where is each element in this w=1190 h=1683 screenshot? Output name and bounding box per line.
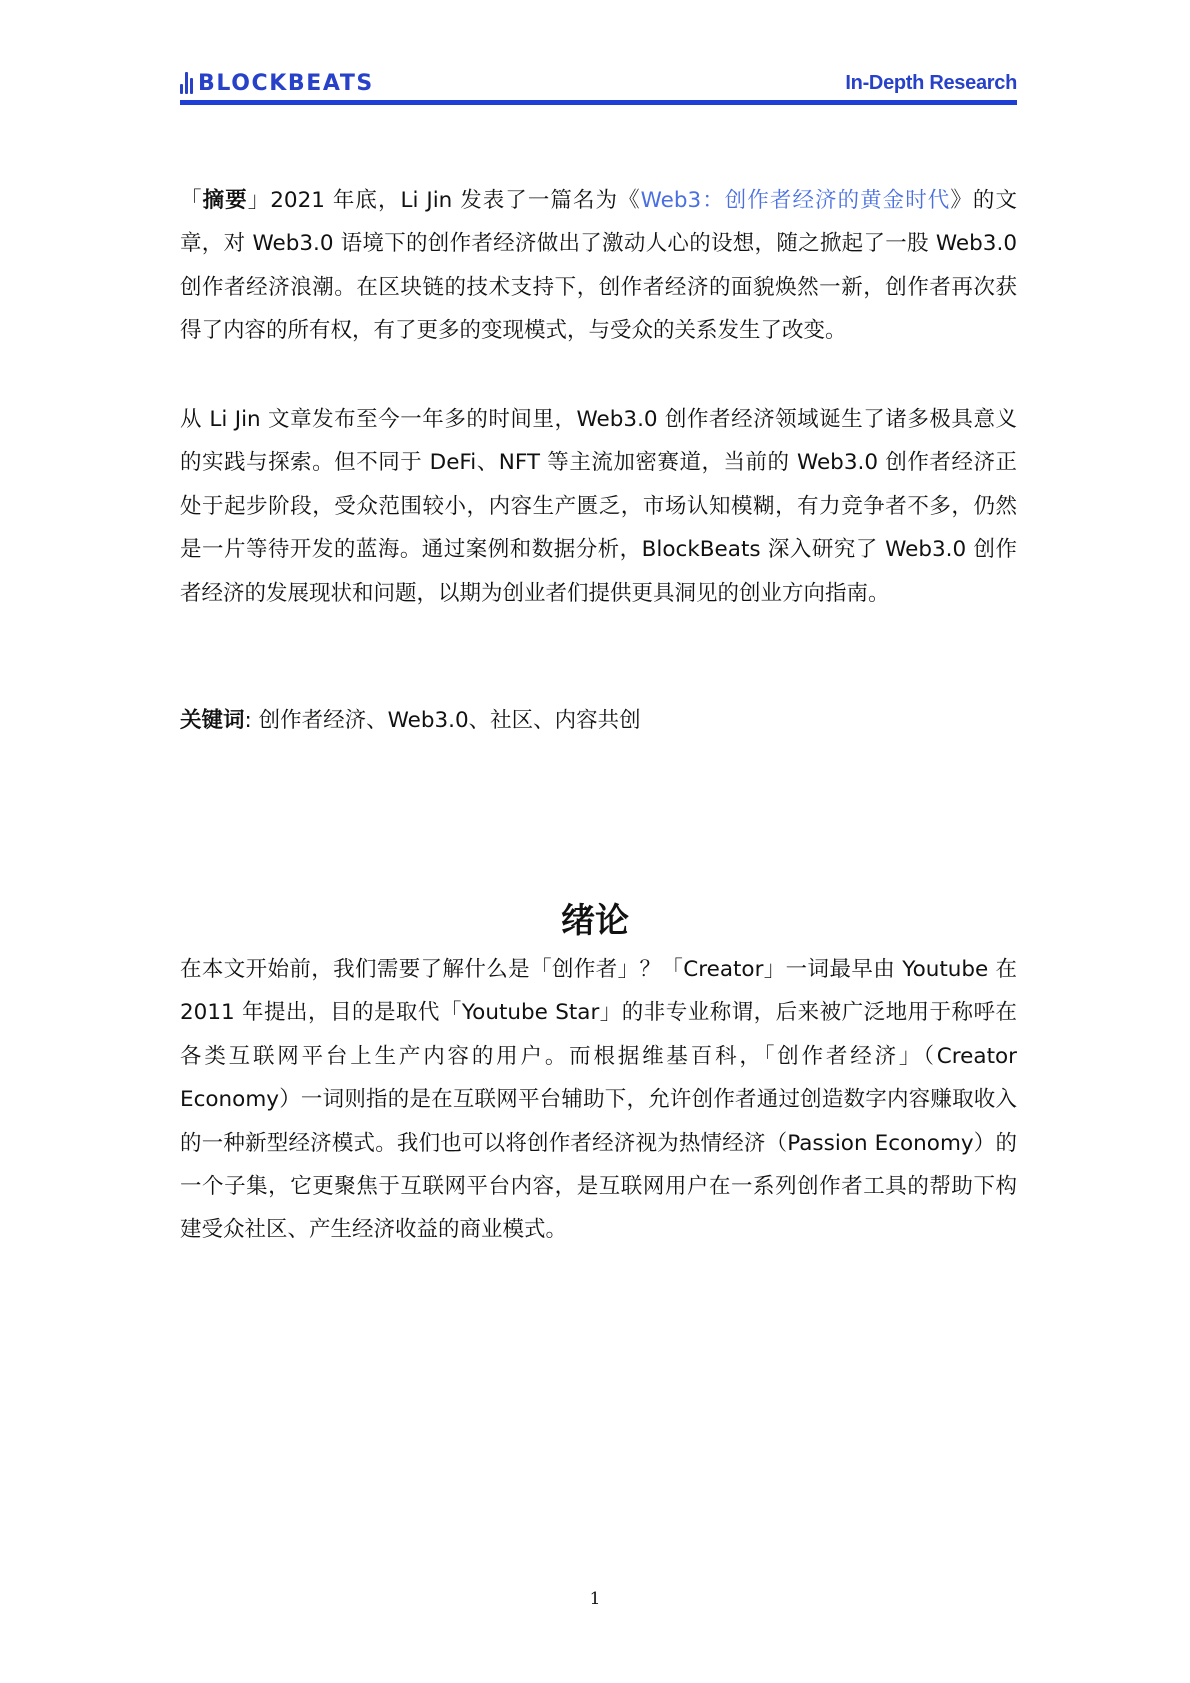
blockbeats-logo [180, 70, 374, 96]
section-title: 绪论 [561, 901, 629, 941]
page-header [180, 68, 1017, 106]
header-report-type: In-Depth Research [845, 72, 1017, 94]
keywords-values: 创作者经济、Web3.0、社区、内容共创 [258, 708, 641, 733]
header-divider [180, 100, 1017, 105]
keywords-label: 关键词 [180, 708, 245, 733]
keywords-line [180, 699, 1017, 742]
article-link[interactable]: Web3：创作者经济的黄金时代 [640, 188, 951, 213]
abstract-text-end: 》的文章，对 Web3.0 语境下的创作者经济做出了激动人心的设想，随之掀起了一股 Web3.0 创作者经济浪潮。在区块链的技术支持下，创作者经济的面貌焕然一新，创作者再次获得了内容的所有权，有了更多的变现模式，与受众的关系发生了改变。 [180, 188, 1017, 344]
abstract-text-start: 2021 年底，Li Jin 发表了一篇名为《 [270, 188, 641, 213]
logo-text: BLOCKBEATS [198, 70, 374, 96]
abstract-label: 摘要 [202, 188, 248, 213]
body-paragraph-2: 从 Li Jin 文章发布至今一年多的时间里，Web3.0 创作者经济领域诞生了诸多极具意义的实践与探索。但不同于 DeFi、NFT 等主流加密赛道，当前的 Web3.0 创作者经济正处于起步阶段，受众范围较小，内容生产匮乏，市场认知模糊，有力竞争者不多，仍然是一片等待开发的蓝海。通过案例和数据分析，BlockBeats 深入研究了 Web3.0 创作者经济的发展现状和问题，以期为创业者们提供更具洞见的创业方向指南。 [180, 407, 1017, 606]
abstract-bracket-open: 「 [180, 188, 203, 213]
page-number: 1 [589, 1589, 601, 1609]
logo-bars-icon [180, 72, 193, 94]
intro-paragraph: 在本文开始前，我们需要了解什么是「创作者」？「Creator」一词最早由 Youtube 在 2011 年提出，目的是取代「Youtube Star」的非专业称谓，后来被广泛地用于称呼在各类互联网平台上生产内容的用户。而根据维基百科，「创作者经济」（Creator Economy）一词则指的是在互联网平台辅助下，允许创作者通过创造数字内容赚取收入的一种新型经济模式。我们也可以将创作者经济视为热情经济（Passion Economy）的一个子集，它更聚焦于互联网平台内容，是互联网用户在一系列创作者工具的帮助下构建受众社区、产生经济收益的商业模式。 [180, 957, 1017, 1243]
keywords-separator: : [244, 708, 252, 733]
abstract-bracket-close: 」 [247, 188, 271, 213]
abstract-paragraph [180, 179, 1017, 353]
